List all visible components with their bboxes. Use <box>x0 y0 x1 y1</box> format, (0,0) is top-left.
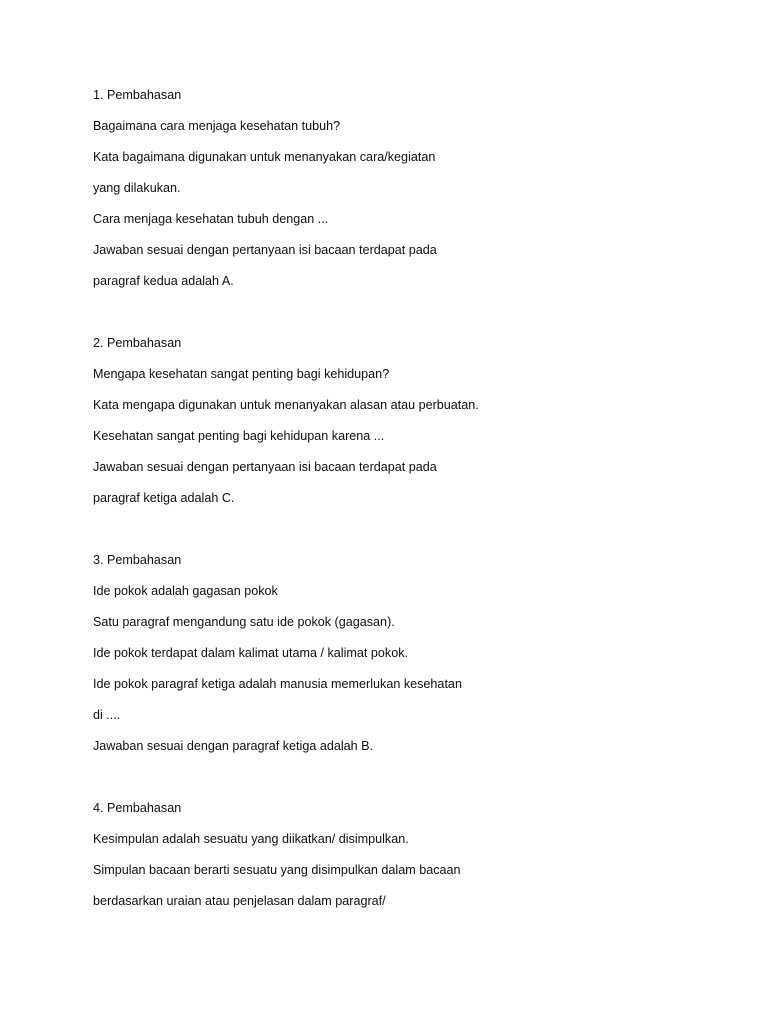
text-line: Kesehatan sangat penting bagi kehidupan karena ... <box>93 429 385 443</box>
text-line: Kata mengapa digunakan untuk menanyakan alasan atau perbuatan. <box>93 398 479 412</box>
text-line: Mengapa kesehatan sangat penting bagi kehidupan? <box>93 367 390 381</box>
text-line: Jawaban sesuai dengan pertanyaan isi bacaan terdapat pada <box>93 243 437 257</box>
text-line: Jawaban sesuai dengan paragraf ketiga adalah B. <box>93 739 374 753</box>
document-body <box>93 85 713 953</box>
text-line: Kesimpulan adalah sesuatu yang diikatkan/ disimpulkan. <box>93 832 409 846</box>
text-line: Simpulan bacaan berarti sesuatu yang disimpulkan dalam bacaan <box>93 863 461 877</box>
text-line: Ide pokok terdapat dalam kalimat utama / kalimat pokok. <box>93 646 409 660</box>
text-line: Jawaban sesuai dengan pertanyaan isi bacaan terdapat pada <box>93 460 437 474</box>
section-heading: 3. Pembahasan <box>93 553 182 567</box>
text-line: Kata bagaimana digunakan untuk menanyakan cara/kegiatan <box>93 150 436 164</box>
text-line: paragraf ketiga adalah C. <box>93 491 235 505</box>
text-line: Ide pokok paragraf ketiga adalah manusia memerlukan kesehatan <box>93 677 462 691</box>
text-line: yang dilakukan. <box>93 181 181 195</box>
text-line: di .... <box>93 708 121 722</box>
text-line: Ide pokok adalah gagasan pokok <box>93 584 278 598</box>
section-4 <box>93 798 713 922</box>
section-heading: 2. Pembahasan <box>93 336 182 350</box>
section-1 <box>93 85 713 302</box>
section-3 <box>93 550 713 767</box>
text-line: paragraf kedua adalah A. <box>93 274 234 288</box>
text-line: Bagaimana cara menjaga kesehatan tubuh? <box>93 119 341 133</box>
text-line: berdasarkan uraian atau penjelasan dalam paragraf/ <box>93 894 386 908</box>
section-heading: 4. Pembahasan <box>93 801 182 815</box>
section-2 <box>93 333 713 519</box>
text-line: Satu paragraf mengandung satu ide pokok (gagasan). <box>93 615 395 629</box>
section-heading: 1. Pembahasan <box>93 88 182 102</box>
text-line: Cara menjaga kesehatan tubuh dengan ... <box>93 212 329 226</box>
